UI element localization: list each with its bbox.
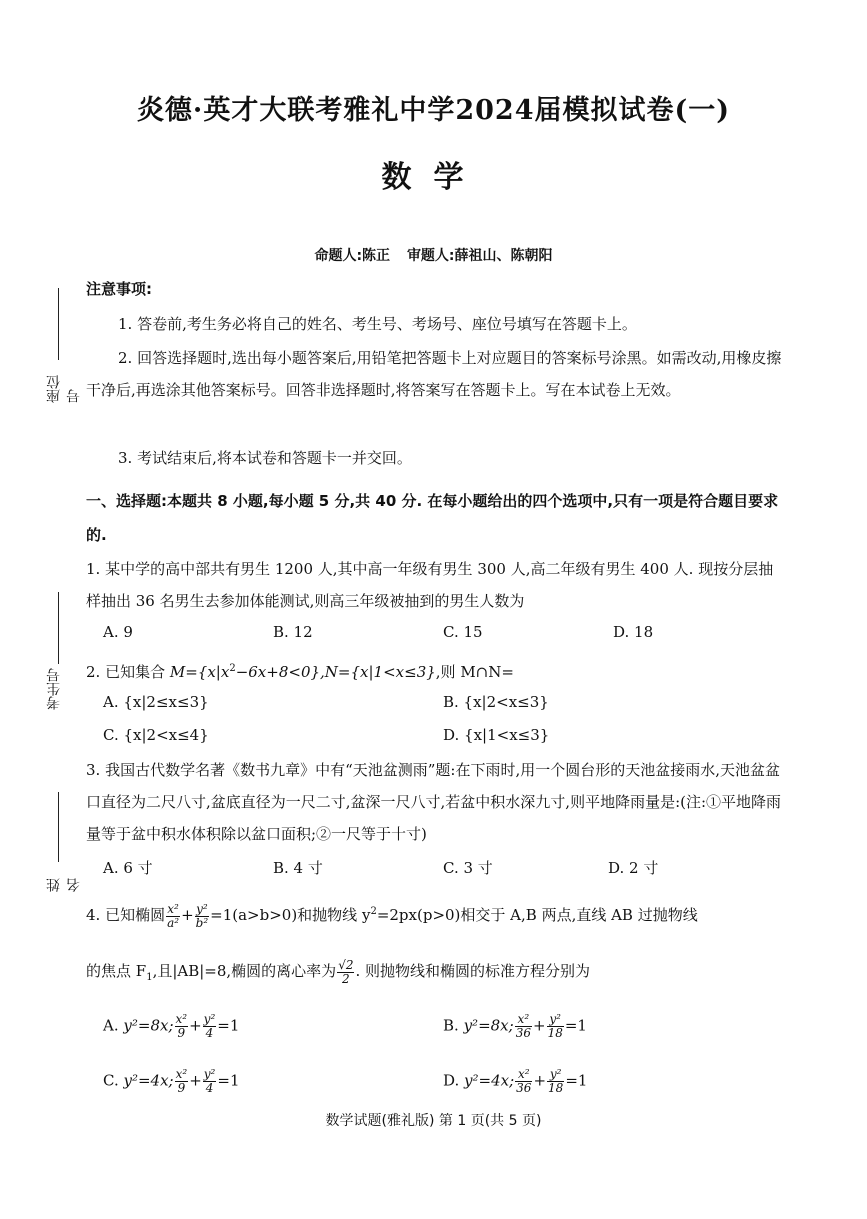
frac-den: 4 <box>205 1026 214 1040</box>
frac-den: 4 <box>205 1081 214 1095</box>
q4-line2-mid: ,且|AB|=8,椭圆的离心率为 <box>152 962 337 980</box>
frac-den: 2 <box>342 971 350 986</box>
q2-option-d: D. {x|1<x≤3} <box>443 726 550 744</box>
frac-num: x² <box>167 901 179 916</box>
option-label: A. <box>103 1016 119 1035</box>
option-label: B. <box>443 1016 459 1035</box>
option-frac-x <box>515 1013 532 1040</box>
margin-line <box>58 288 59 360</box>
plus-sign: + <box>532 1016 546 1035</box>
margin-line <box>58 792 59 862</box>
option-frac-x <box>175 1013 189 1040</box>
q4-stem-tail: =2px(p>0)相交于 A,B 两点,直线 AB 过抛物线 <box>376 906 698 924</box>
q2-square: 2 <box>229 663 236 674</box>
q4-stem-lead: 4. 已知椭圆 <box>86 906 166 924</box>
frac-den: 36 <box>515 1026 531 1040</box>
q4-stem-mid: =1(a>b>0)和抛物线 y <box>210 906 371 924</box>
option-parabola: y²=4x; <box>123 1071 174 1090</box>
option-label: C. <box>103 1071 119 1090</box>
page-footer: 数学试题(雅礼版) 第 1 页(共 5 页) <box>325 1113 542 1129</box>
notice-heading: 注意事项: <box>86 280 152 298</box>
notice-item-3: 3. 考试结束后,将本试卷和答题卡一并交回。 <box>118 449 412 467</box>
q1-option-a: A. 9 <box>103 623 133 641</box>
q3-option-c: C. 3 寸 <box>443 859 493 877</box>
q2-option-c: C. {x|2<x≤4} <box>103 726 209 744</box>
frac-num: x² <box>175 1067 188 1081</box>
frac-den: 9 <box>177 1081 186 1095</box>
margin-label-name: 姓名 <box>46 878 82 892</box>
frac-den: 36 <box>516 1081 532 1095</box>
setter: 命题人:陈正 <box>314 248 391 264</box>
q4-frac-x2-a2 <box>166 903 180 930</box>
q3-option-d: D. 2 寸 <box>608 859 659 877</box>
exam-authors <box>0 245 867 265</box>
option-frac-y <box>203 1068 217 1095</box>
option-label: D. <box>443 1071 460 1090</box>
frac-den: 18 <box>548 1081 564 1095</box>
margin-field-seat <box>44 288 82 403</box>
q2-option-b: B. {x|2<x≤3} <box>443 693 549 711</box>
option-parabola: y²=8x; <box>463 1016 514 1035</box>
question-2-stem <box>86 653 786 688</box>
option-frac-x <box>175 1068 189 1095</box>
q4-eccentricity <box>337 959 354 986</box>
option-frac-y <box>547 1068 564 1095</box>
q2-option-a: A. {x|2≤x≤3} <box>103 693 209 711</box>
q4-option-a <box>103 1013 239 1040</box>
q2-stem-end: ,则 M∩N= <box>435 663 514 681</box>
frac-den: a² <box>167 915 180 930</box>
plus-sign: + <box>189 1016 202 1035</box>
q3-option-a: A. 6 寸 <box>103 859 153 877</box>
option-parabola: y²=8x; <box>123 1016 174 1035</box>
q4-focus-sub: 1 <box>146 972 153 983</box>
q2-stem-lead: 2. 已知集合 <box>86 663 170 681</box>
frac-num: √2 <box>338 957 354 972</box>
equals-one: =1 <box>564 1016 587 1035</box>
q4-line2-tail: . 则抛物线和椭圆的标准方程分别为 <box>355 962 591 980</box>
q2-set-m-tail: −6x+8<0} <box>235 663 321 681</box>
q1-option-d: D. 18 <box>613 623 654 641</box>
question-3-stem: 3. 我国古代数学名著《数书九章》中有“天池盆测雨”题:在下雨时,用一个圆台形的天池盆接雨水,天池盆盆口直径为二尺八寸,盆底直径为一尺二寸,盆深一尺八寸,若盆中积水深九寸,则平地降雨量是:(注:①平地降雨量等于盆中积水体积除以盆口面积;②一尺等于十寸) <box>86 761 782 843</box>
q4-frac-y2-b2 <box>195 903 210 930</box>
plus-sign: + <box>181 906 194 924</box>
q4-option-c <box>103 1068 240 1095</box>
margin-field-name <box>44 792 82 892</box>
frac-num: x² <box>515 1068 532 1082</box>
option-parabola: y²=4x; <box>464 1071 515 1090</box>
equals-one: =1 <box>565 1071 588 1090</box>
q4-option-b <box>443 1013 587 1040</box>
option-frac-x <box>515 1068 532 1095</box>
frac-num: x² <box>515 1013 532 1027</box>
frac-num: y² <box>547 1013 564 1027</box>
margin-label-seat: 座位号 <box>46 375 82 403</box>
q1-option-c: C. 15 <box>443 623 483 641</box>
notice-item-2: 2. 回答选择题时,选出每小题答案后,用铅笔把答题卡上对应题目的答案标号涂黑。如需改动,用橡皮擦干净后,再选涂其他答案标号。回答非选择题时,将答案写在答题卡上。写在本试卷上无效。 <box>86 349 782 399</box>
q2-set-n: ,N={x|1<x≤3} <box>320 663 436 681</box>
question-1-stem: 1. 某中学的高中部共有男生 1200 人,其中高一年级有男生 300 人,高二年级有男生 400 人. 现按分层抽样抽出 36 名男生去参加体能测试,则高三年级被抽到的男生人数为 <box>86 560 774 610</box>
question-4-line-1 <box>86 896 786 931</box>
margin-label-exam-no: 考生号 <box>46 668 62 710</box>
frac-den: 18 <box>547 1026 563 1040</box>
exam-title: 炎德·英才大联考雅礼中学2024届模拟试卷(一) <box>136 95 731 126</box>
option-frac-y <box>203 1013 217 1040</box>
plus-sign: + <box>189 1071 202 1090</box>
q1-option-b: B. 12 <box>273 623 313 641</box>
frac-num: y² <box>203 1012 216 1026</box>
margin-line <box>58 592 59 664</box>
frac-num: y² <box>196 901 208 916</box>
equals-one: =1 <box>217 1016 240 1035</box>
q3-option-b: B. 4 寸 <box>273 859 323 877</box>
frac-num: y² <box>203 1067 216 1081</box>
frac-den: 9 <box>177 1026 186 1040</box>
margin-field-exam-no <box>44 592 74 712</box>
q2-set-m: M={x|x <box>169 663 230 681</box>
frac-num: y² <box>547 1068 564 1082</box>
q4-square: 2 <box>370 906 377 917</box>
option-frac-y <box>547 1013 564 1040</box>
q4-option-d <box>443 1068 587 1095</box>
plus-sign: + <box>533 1071 547 1090</box>
question-4-line-2 <box>86 955 786 994</box>
q4-line2-lead: 的焦点 F <box>86 962 147 980</box>
reviewer: 审题人:薛祖山、陈朝阳 <box>406 248 553 264</box>
frac-num: x² <box>175 1012 188 1026</box>
equals-one: =1 <box>217 1071 240 1090</box>
frac-den: b² <box>195 915 209 930</box>
notice-item-1: 1. 答卷前,考生务必将自己的姓名、考生号、考场号、座位号填写在答题卡上。 <box>118 315 637 333</box>
exam-subject: 数学 <box>381 160 486 195</box>
section-heading: 一、选择题:本题共 8 小题,每小题 5 分,共 40 分. 在每小题给出的四个选项中,只有一项是符合题目要求的. <box>86 492 779 544</box>
